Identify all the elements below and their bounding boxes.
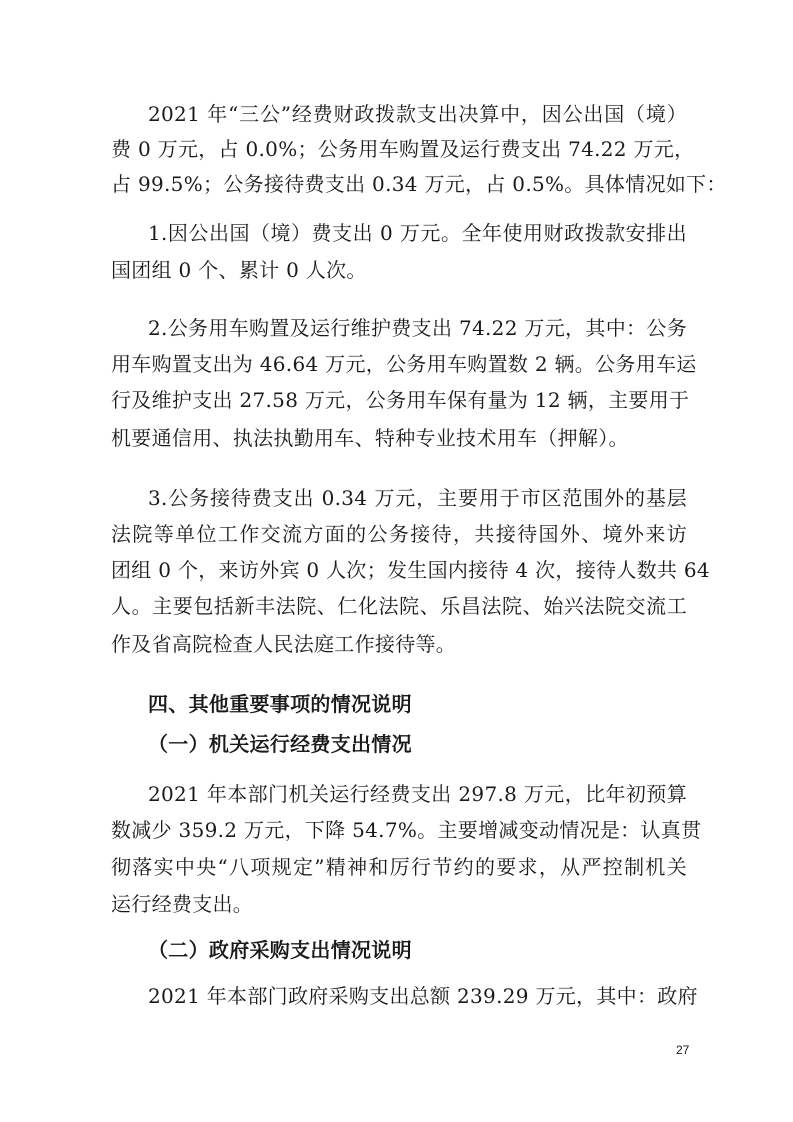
paragraph-vehicle-expenses-line-1: 2.公务用车购置及运行维护费支出 74.22 万元，其中：公务	[148, 316, 687, 340]
paragraph-overseas-travel-line-1: 1.因公出国（境）费支出 0 万元。全年使用财政拨款安排出	[148, 221, 687, 245]
page-number: 27	[676, 1043, 690, 1057]
section-heading-other-matters: 四、其他重要事项的情况说明	[148, 692, 412, 716]
paragraph-government-procurement-line-1: 2021 年本部门政府采购支出总额 239.29 万元，其中：政府	[148, 984, 698, 1008]
paragraph-operating-expenses-line-3: 彻落实中央“八项规定”精神和厉行节约的要求，从严控制机关	[111, 855, 687, 879]
paragraph-reception-expenses-line-3: 团组 0 个，来访外宾 0 人次；发生国内接待 4 次，接待人数共 64	[111, 558, 710, 582]
paragraph-overseas-travel-line-2: 国团组 0 个、累计 0 人次。	[111, 258, 367, 282]
paragraph-operating-expenses-line-1: 2021 年本部门机关运行经费支出 297.8 万元，比年初预算	[148, 782, 687, 806]
paragraph-three-public-expenses-line-3: 占 99.5%；公务接待费支出 0.34 万元，占 0.5%。具体情况如下：	[111, 172, 727, 196]
paragraph-three-public-expenses-line-2: 费 0 万元，占 0.0%；公务用车购置及运行费支出 74.22 万元，	[111, 137, 695, 161]
paragraph-vehicle-expenses-line-2: 用车购置支出为 46.64 万元，公务用车购置数 2 辆。公务用车运	[111, 352, 697, 376]
paragraph-operating-expenses-line-4: 运行经费支出。	[111, 892, 254, 916]
paragraph-reception-expenses-line-4: 人。主要包括新丰法院、仁化法院、乐昌法院、始兴法院交流工	[111, 594, 687, 618]
paragraph-vehicle-expenses-line-4: 机要通信用、执法执勤用车、特种专业技术用车（押解）。	[111, 426, 629, 450]
paragraph-operating-expenses-line-2: 数减少 359.2 万元，下降 54.7%。主要增减变动情况是：认真贯	[111, 818, 702, 842]
paragraph-reception-expenses-line-1: 3.公务接待费支出 0.34 万元，主要用于市区范围外的基层	[148, 486, 687, 510]
paragraph-reception-expenses-line-5: 作及省高院检查人民法庭工作接待等。	[111, 632, 457, 656]
subsection-heading-operating-expenses: （一）机关运行经费支出情况	[148, 732, 412, 756]
paragraph-three-public-expenses-line-1: 2021 年“三公”经费财政拨款支出决算中，因公出国（境）	[148, 102, 687, 126]
paragraph-reception-expenses-line-2: 法院等单位工作交流方面的公务接待，共接待国外、境外来访	[111, 522, 687, 546]
paragraph-vehicle-expenses-line-3: 行及维护支出 27.58 万元，公务用车保有量为 12 辆，主要用于	[111, 388, 690, 412]
subsection-heading-government-procurement: （二）政府采购支出情况说明	[148, 938, 412, 962]
